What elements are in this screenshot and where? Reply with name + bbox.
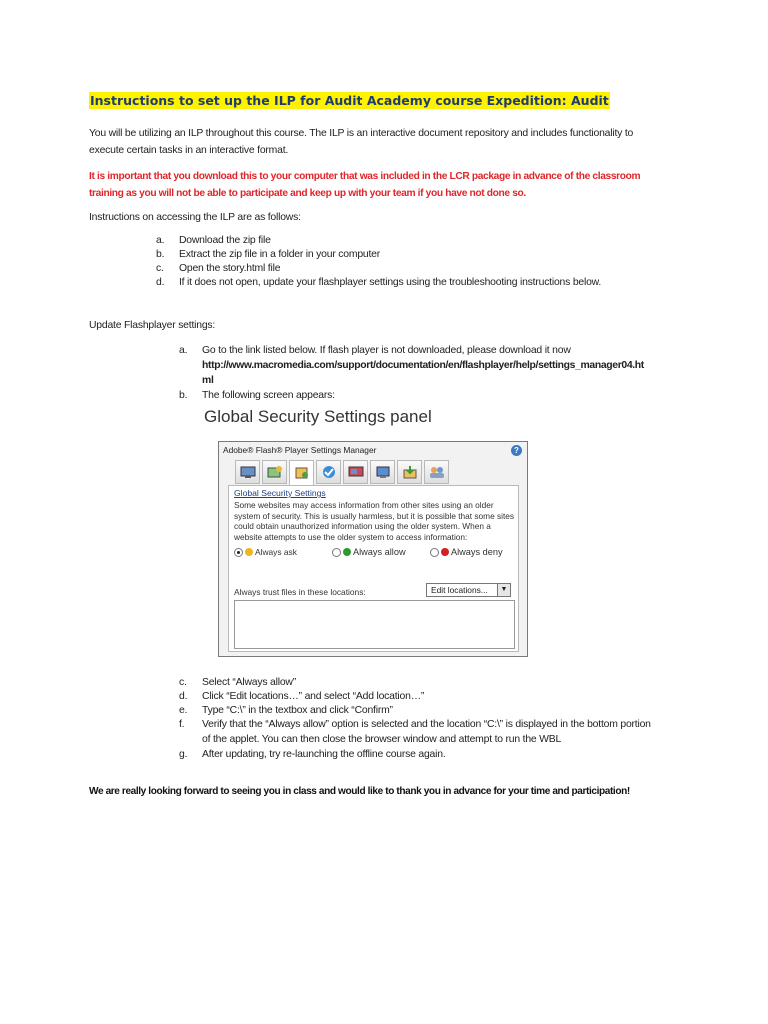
help-icon[interactable]: ? xyxy=(511,445,522,456)
panel-heading: Global Security Settings panel xyxy=(204,407,432,426)
list-label: f. xyxy=(179,719,185,730)
security-settings-icon[interactable] xyxy=(316,460,341,484)
notification-settings-icon[interactable] xyxy=(343,460,368,484)
peer-assisted-icon[interactable] xyxy=(424,460,449,484)
list-label: d. xyxy=(156,277,165,288)
intro-line-2: execute certain tasks in an interactive format. xyxy=(89,145,289,156)
radio-always-allow[interactable] xyxy=(332,547,406,557)
chevron-down-icon[interactable]: ▼ xyxy=(497,584,510,596)
important-line-1: It is important that you download this to your computer that was included in the LCR package in advance of the classroom xyxy=(89,171,641,182)
radio-label: Always ask xyxy=(255,547,297,557)
list-text: The following screen appears: xyxy=(202,390,335,401)
list-label: d. xyxy=(179,691,188,702)
radio-label: Always allow xyxy=(353,547,406,557)
privacy-settings-icon[interactable] xyxy=(262,460,287,484)
list-label: c. xyxy=(156,263,164,274)
radio-always-ask[interactable] xyxy=(234,547,297,557)
list-label: b. xyxy=(156,249,165,260)
list-text: Extract the zip file in a folder in your computer xyxy=(179,249,380,260)
select-value: Edit locations... xyxy=(431,585,488,595)
list-label: g. xyxy=(179,749,188,760)
settings-link-continued[interactable]: ml xyxy=(202,375,214,386)
list-text: Verify that the “Always allow” option is selected and the location “C:\” is displayed in the bottom portion xyxy=(202,719,651,730)
section-title: Global Security Settings xyxy=(234,488,326,498)
storage-settings-icon[interactable] xyxy=(289,460,314,486)
page-title: Instructions to set up the ILP for Audit Academy course Expedition: Audit xyxy=(90,93,609,108)
settings-content xyxy=(228,485,519,652)
security-description: Some websites may access information from other sites using an older system of security. This is usually harmless, but it is possible that some sites could obtain unauthorized information using the older system. When a website attempts to use the older system to access information: xyxy=(234,500,515,542)
closing-statement: We are really looking forward to seeing you in class and would like to thank you in advance for your time and participation! xyxy=(89,786,630,797)
dialog-title: Adobe® Flash® Player Settings Manager xyxy=(223,445,377,455)
website-privacy-icon[interactable] xyxy=(370,460,395,484)
radio-label: Always deny xyxy=(451,547,503,557)
security-radio-group xyxy=(234,547,517,559)
flash-heading: Update Flashplayer settings: xyxy=(89,320,216,331)
list-text: Go to the link listed below. If flash player is not downloaded, please download it now xyxy=(202,345,571,356)
website-storage-icon[interactable] xyxy=(397,460,422,484)
settings-link[interactable]: http://www.macromedia.com/support/documentation/en/flashplayer/help/settings_manager04.ht xyxy=(202,360,644,371)
list-label: a. xyxy=(156,235,165,246)
list-text: Click “Edit locations…” and select “Add location…” xyxy=(202,691,425,702)
list-text: Download the zip file xyxy=(179,235,271,246)
list-text: If it does not open, update your flashplayer settings using the troubleshooting instructions below. xyxy=(179,277,602,288)
access-heading: Instructions on accessing the ILP are as follows: xyxy=(89,212,301,223)
list-text: Open the story.html file xyxy=(179,263,281,274)
radio-always-deny[interactable] xyxy=(430,547,503,557)
settings-toolbar xyxy=(235,460,511,486)
list-text: of the applet. You can then close the browser window and attempt to run the WBL xyxy=(202,734,562,745)
radio-button[interactable] xyxy=(430,548,439,557)
radio-button[interactable] xyxy=(332,548,341,557)
list-label: c. xyxy=(179,677,187,688)
list-text: Type “C:\” in the textbox and click “Confirm” xyxy=(202,705,393,716)
trusted-locations-list[interactable] xyxy=(234,600,515,649)
deny-icon xyxy=(441,548,449,556)
flash-settings-dialog xyxy=(218,441,528,657)
list-label: b. xyxy=(179,390,188,401)
ask-icon xyxy=(245,548,253,556)
important-line-2: training as you will not be able to participate and keep up with your team if you have not done so. xyxy=(89,188,526,199)
display-settings-icon[interactable] xyxy=(235,460,260,484)
radio-button-selected[interactable] xyxy=(234,548,243,557)
list-text: After updating, try re-launching the offline course again. xyxy=(202,749,446,760)
trust-locations-label: Always trust files in these locations: xyxy=(234,587,366,597)
intro-line-1: You will be utilizing an ILP throughout this course. The ILP is an interactive document repository and includes functionality to xyxy=(89,128,634,139)
edit-locations-select[interactable] xyxy=(426,583,511,597)
list-label: a. xyxy=(179,345,188,356)
allow-check-icon xyxy=(343,548,351,556)
list-label: e. xyxy=(179,705,188,716)
list-text: Select “Always allow” xyxy=(202,677,296,688)
